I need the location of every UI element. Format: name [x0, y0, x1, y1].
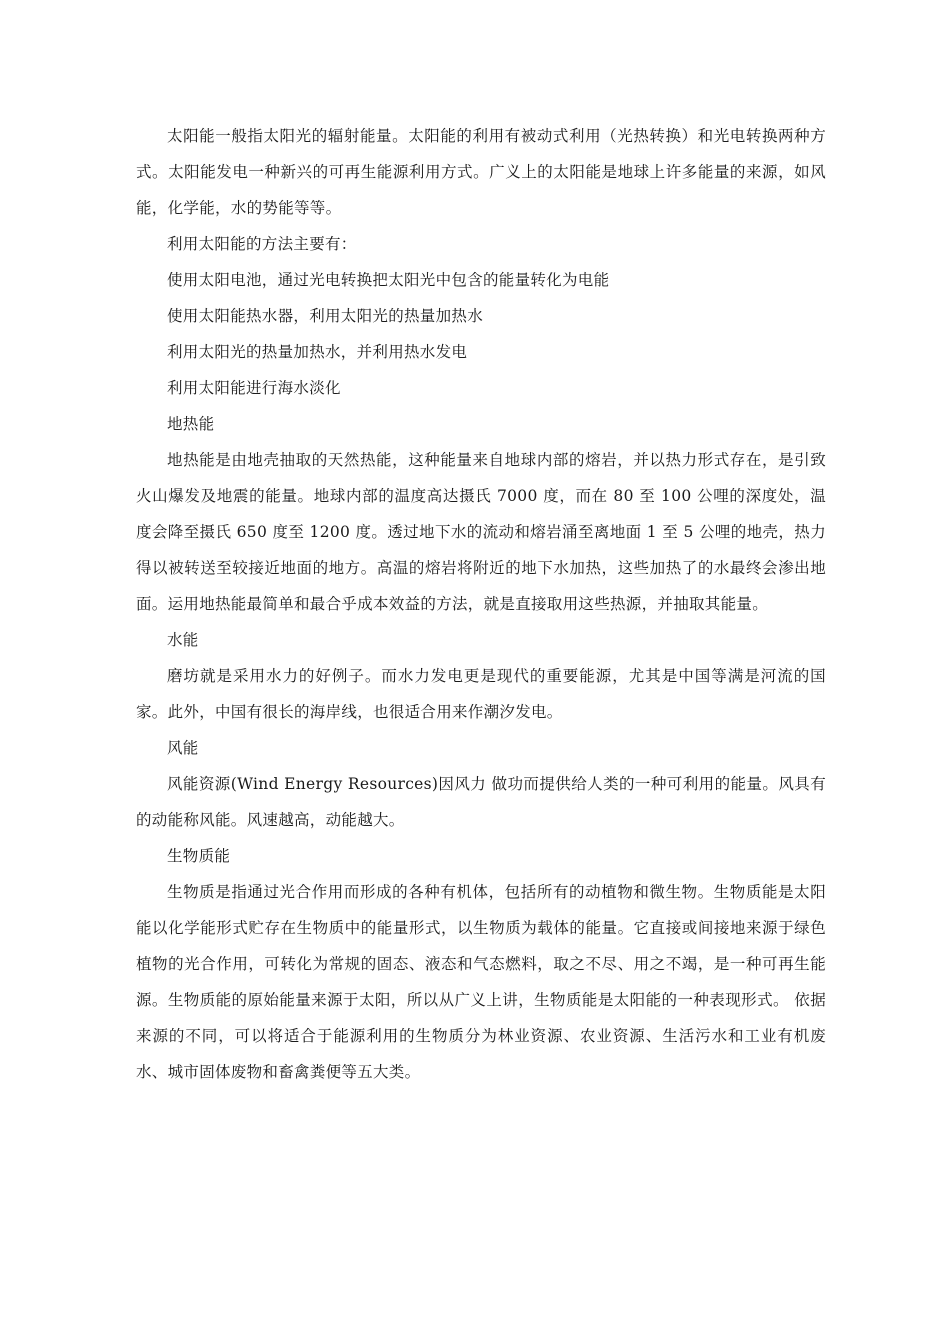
heading-geothermal: 地热能	[167, 415, 215, 433]
paragraph-solar-method-desalination: 利用太阳能进行海水淡化	[167, 379, 341, 397]
paragraph-geothermal: 地热能是由地壳抽取的天然热能，这种能量来自地球内部的熔岩，并以热力形式存在，是引致火山爆发及地震的能量。地球内部的温度高达摄氏 7000 度，而在 80 至 100 公哩的深度处，温度会降至摄氏 650 度至 1200 度。透过地下水的流动和熔岩涌至离地面 1 至 5 公哩的地壳，热力得以被转送至较接近地面的地方。高温的熔岩将附近的地下水加热，这些加热了的水最终会渗出地面。运用地热能最简单和最合乎成本效益的方法，就是直接取用这些热源，并抽取其能量。	[136, 451, 826, 613]
paragraph-biomass: 生物质是指通过光合作用而形成的各种有机体，包括所有的动植物和微生物。生物质能是太阳能以化学能形式贮存在生物质中的能量形式，以生物质为载体的能量。它直接或间接地来源于绿色植物的光合作用，可转化为常规的固态、液态和气态燃料，取之不尽、用之不竭，是一种可再生能源。生物质能的原始能量来源于太阳，所以从广义上讲，生物质能是太阳能的一种表现形式。 依据来源的不同，可以将适合于能源利用的生物质分为林业资源、农业资源、生活污水和工业有机废水、城市固体废物和畜禽粪便等五大类。	[136, 883, 826, 1081]
paragraph-solar-method-cells: 使用太阳电池，通过光电转换把太阳光中包含的能量转化为电能	[167, 271, 610, 289]
heading-wind: 风能	[167, 739, 199, 757]
paragraph-solar-method-heater: 使用太阳能热水器，利用太阳光的热量加热水	[167, 307, 484, 325]
paragraph-wind: 风能资源(Wind Energy Resources)因风力 做功而提供给人类的一种可利用的能量。风具有的动能称风能。风速越高，动能越大。	[136, 775, 826, 829]
document-body	[136, 118, 826, 1090]
heading-hydro: 水能	[167, 631, 199, 649]
paragraph-solar-methods-heading: 利用太阳能的方法主要有：	[167, 235, 357, 253]
paragraph-solar-intro: 太阳能一般指太阳光的辐射能量。太阳能的利用有被动式利用（光热转换）和光电转换两种方式。太阳能发电一种新兴的可再生能源利用方式。广义上的太阳能是地球上许多能量的来源，如风能，化学能，水的势能等等。	[136, 127, 826, 217]
heading-biomass: 生物质能	[167, 847, 231, 865]
paragraph-solar-method-power: 利用太阳光的热量加热水，并利用热水发电	[167, 343, 468, 361]
paragraph-hydro: 磨坊就是采用水力的好例子。而水力发电更是现代的重要能源，尤其是中国等满是河流的国家。此外，中国有很长的海岸线，也很适合用来作潮汐发电。	[136, 667, 826, 721]
